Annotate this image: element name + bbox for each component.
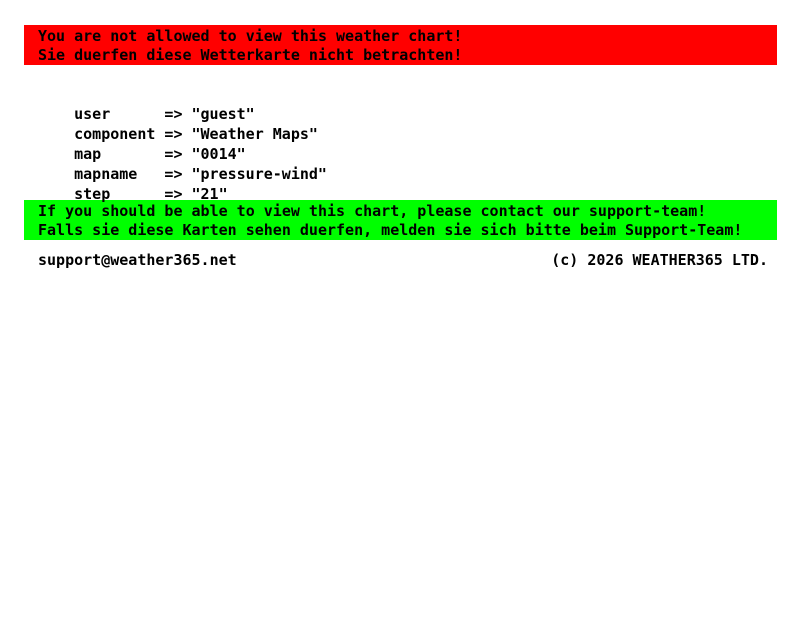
arrow-glyph: => <box>164 165 183 183</box>
param-value: "guest" <box>191 105 255 123</box>
param-row-user <box>38 84 800 123</box>
param-value: "21" <box>191 185 228 203</box>
param-key: component <box>74 125 156 143</box>
param-key: user <box>74 105 111 123</box>
param-value: "0014" <box>191 145 246 163</box>
param-key: map <box>74 145 102 163</box>
param-key: mapname <box>74 165 138 183</box>
copyright-notice: (c) 2026 WEATHER365 LTD. <box>551 251 768 269</box>
error-line-german: Sie duerfen diese Wetterkarte nicht betrachten! <box>38 46 463 64</box>
request-params <box>38 84 800 203</box>
info-banner <box>24 200 777 240</box>
arrow-glyph: => <box>164 185 183 203</box>
param-value: "pressure-wind" <box>191 165 327 183</box>
arrow-glyph: => <box>164 145 183 163</box>
arrow-glyph: => <box>164 125 183 143</box>
footer <box>38 250 768 270</box>
param-value: "Weather Maps" <box>191 125 318 143</box>
info-line-english: If you should be able to view this chart, please contact our support-team! <box>38 202 707 220</box>
param-key: step <box>74 185 111 203</box>
error-line-english: You are not allowed to view this weather chart! <box>38 27 463 45</box>
error-banner <box>24 25 777 65</box>
info-line-german: Falls sie diese Karten sehen duerfen, melden sie sich bitte beim Support-Team! <box>38 221 743 239</box>
arrow-glyph: => <box>164 105 183 123</box>
support-email: support@weather365.net <box>38 251 237 269</box>
